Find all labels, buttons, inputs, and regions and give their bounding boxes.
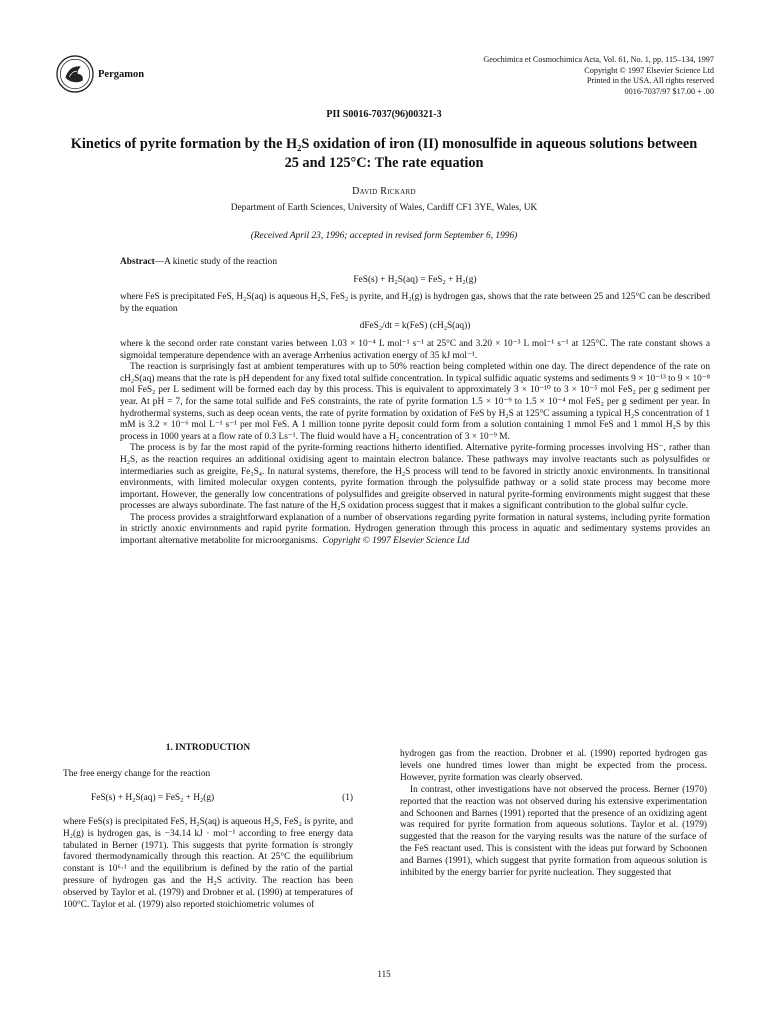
intro-equation-text: FeS(s) + H₂S(aq) = FeS₂ + H₂(g) (91, 792, 215, 803)
intro-lead: The free energy change for the reaction (63, 768, 211, 779)
journal-citation-block (483, 55, 714, 97)
abstract-equation-reaction: FeS(s) + H₂S(aq) = FeS₂ + H₂(g) (353, 274, 477, 285)
abstract-paragraph: The process provides a straightforward explanation of a number of observations regarding pyrite formation in natural systems, including pyrite formation in strictly anoxic environments and rapid pyrite formation. Hydrogen generation through this process in aquatic and sedimentary systems provides an important alternative metabolite for microorganisms. (120, 512, 710, 547)
intro-equation-number: (1) (342, 792, 353, 803)
received-dates: (Received April 23, 1996; accepted in revised form September 6, 1996) (250, 231, 518, 241)
abstract-lead: —A kinetic study of the reaction (154, 257, 277, 267)
article-author: David Rickard (352, 186, 416, 197)
author-affiliation: Department of Earth Sciences, University of Wales, Cardiff CF1 3YE, Wales, UK (230, 203, 538, 213)
abstract-paragraph: The process is by far the most rapid of the pyrite-forming reactions hitherto identified. Alternative pyrite-forming processes involving HS⁻, rather than H₂S, as the reaction requires an additional oxidising agent to maintain electron balance. These pathways may involve reactants such as polysulfides or intermediaries such as greigite, Fe₃S₄. In natural systems, therefore, the H₂S process will tend to be favored in strictly anoxic environments. In transitional environments, with limited molecular oxygen contents, pyrite formation through the polysulfide pathway or a solid state process may become more important. However, the generally low concentrations of polysulfides and greigite observed in natural pyrite-forming environments might suggest that these processes are always subordinate. The fast nature of the H₂S oxidation process suggest that it makes a significant contribution to the global sulfur cycle. (120, 443, 710, 512)
article-title: Kinetics of pyrite formation by the H₂S oxidation of iron (II) monosulfide in aqueous solutions between 25 and 125°C: The rate equation (70, 136, 698, 171)
intro-equation-1 (63, 793, 353, 805)
journal-issn-line: 0016-7037/97 $17.00 + .00 (624, 86, 714, 96)
abstract-paragraph: where k the second order rate constant varies between 1.03 × 10⁻⁴ L mol⁻¹ s⁻¹ at 25°C and 3.20 × 10⁻³ L mol⁻¹ s⁻¹ at 125°C. The rate constant shows a sigmoidal temperature dependence with an average Arrhenius activation energy of 35 kJ mol⁻¹. (120, 338, 710, 361)
journal-copyright-line: Copyright © 1997 Elsevier Science Ltd (584, 65, 714, 75)
journal-citation-line: Geochimica et Cosmochimica Acta, Vol. 61, No. 1, pp. 115–134, 1997 (483, 55, 714, 64)
body-left-column (63, 743, 353, 912)
pii-identifier: PII S0016-7037(96)00321-3 (326, 109, 442, 120)
page-number: 115 (377, 969, 391, 979)
abstract-paragraph: The reaction is surprisingly fast at ambient temperatures with up to 50% reaction being completed within one day. The direct dependence of the rate on cH₂S(aq) means that the rate is pH dependent for any fixed total sulfide concentration. In typical sulfidic aquatic systems and sediments 9 × 10⁻¹³ to 9 × 10⁻⁸ mol FeS₂ per L sediment will be formed each day by this process. This is equivalent to approximately 3 × 10⁻¹⁰ to 3 × 10⁻⁵ mol FeS₂ per g sediment per year. At pH = 7, for the same total sulfide and FeS constraints, the rate of pyrite formation 1.5 × 10⁻⁹ to 1.5 × 10⁻⁴ mol FeS₂ per g sediment per year. In hydrothermal systems, such as deep ocean vents, the rate of pyrite formation by oxidation of FeS by H₂S at 125°C assuming a typical H₂S concentration of 1 mM is 3.2 × 10⁻⁶ mol L⁻¹ s⁻¹ per mol FeS. A 1 million tonne pyrite deposit could form from a solution containing 1 mmol FeS and 1 mmol H₂S by this process in 1000 years at a flow rate of 0.3 Ls⁻¹. The fluid would have a H₂ concentration of 3 × 10⁻⁹ M. (120, 362, 710, 442)
abstract-equation-rate: dFeS₂/dt = k(FeS) (cH₂S(aq)) (359, 321, 471, 332)
journal-printed-line: Printed in the USA. All rights reserved (586, 76, 714, 86)
section-heading-introduction: 1. INTRODUCTION (165, 743, 251, 753)
intro-paragraph: where FeS(s) is precipitated FeS, H₂S(aq) is aqueous H₂S, FeS₂ is pyrite, and H₂(g) is hydrogen gas, is −34.14 kJ · mol⁻¹ according to free energy data tabulated in Berner (1971). This suggests that pyrite formation is strongly favored thermodynamically through this reaction. At 25°C the equilibrium constant is 10⁶·¹ and the equilibrium is defined by the ratio of the partial pressure of hydrogen gas and the H₂S activity. The reaction has been observed by Taylor et al. (1979) and Drobner et al. (1990) at temperatures of 100°C. Taylor et al. (1979) also reported stoichiometric volumes of (63, 816, 353, 911)
abstract-section (120, 257, 710, 548)
intro-paragraph: In contrast, other investigations have not observed the process. Berner (1970) reported that the reaction was not observed during his extensive experimentation and Schoonen and Barnes (1991) reported that the presence of an oxidizing agent was required for pyrite formation from aqueous solutions. Taylor et al. (1979) suggested that the reason for the varying results was the nature of the surface of the FeS reactant used. This is consistent with the ideas put forward by Schoonen and Barnes (1991), which suggest that pyrite formation from aqueous solution is inhibited by the energy barrier for pyrite nucleation. They suggested that (400, 784, 707, 879)
publisher-logo-icon (56, 55, 94, 93)
intro-paragraph: hydrogen gas from the reaction. Drobner et al. (1990) reported hydrogen gas levels one hundred times lower than might be expected from the process. However, pyrite formation was clearly observed. (400, 749, 707, 783)
abstract-label: Abstract (120, 257, 155, 267)
publisher-name: Pergamon (98, 69, 145, 80)
abstract-paragraph: where FeS is precipitated FeS, H₂S(aq) is aqueous H₂S, FeS₂ is pyrite, and H₂(g) is hydrogen gas, shows that the rate between 25 and 125°C can be described by the equation (120, 292, 710, 314)
abstract-copyright: Copyright © 1997 Elsevier Science Ltd (322, 536, 470, 547)
body-right-column (400, 749, 707, 880)
